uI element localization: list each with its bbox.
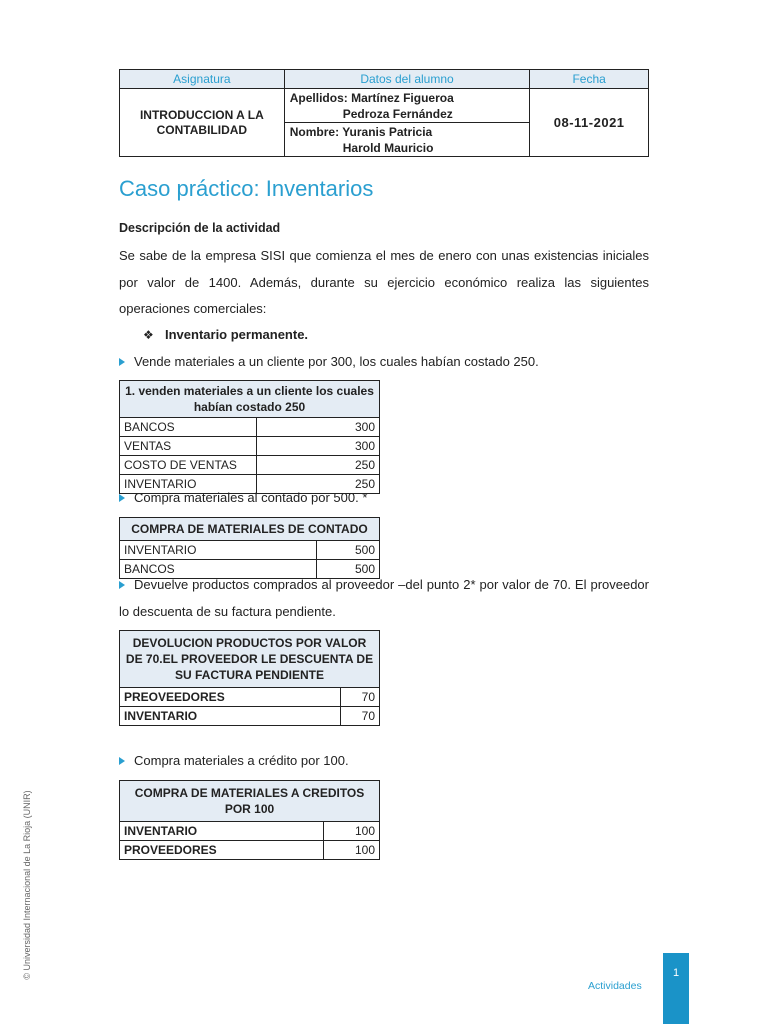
bullet-text-4: Compra materiales a crédito por 100.	[134, 753, 349, 768]
triangle-bullet-icon	[119, 581, 125, 589]
table1-caption: 1. venden materiales a un cliente los cuales habían costado 250	[120, 381, 380, 418]
triangle-bullet-icon	[119, 494, 125, 502]
diamond-bullet-icon: ❖	[143, 328, 154, 342]
account-value: 500	[317, 541, 380, 560]
asignatura-cell	[120, 89, 285, 157]
bullet-item-1	[119, 354, 539, 369]
bullet-item-4	[119, 753, 349, 768]
apellidos-cell	[284, 89, 530, 123]
bullet-item-3	[119, 571, 649, 625]
journal-table-3	[119, 630, 380, 726]
table-row	[120, 841, 380, 860]
asignatura-line1: INTRODUCCION A LA	[139, 107, 264, 122]
page-number: 1	[672, 967, 680, 979]
table-row	[120, 437, 380, 456]
description-heading: Descripción de la actividad	[119, 221, 281, 235]
nombre-cell	[284, 123, 530, 157]
header-table	[119, 69, 649, 157]
table-row	[120, 541, 380, 560]
account-name: INVENTARIO	[120, 475, 257, 494]
page-number-tab	[663, 953, 689, 1024]
copyright-side-text: © Universidad Internacional de La Rioja (UNIR)	[22, 790, 32, 980]
nombre-line2: Harold Mauricio	[342, 140, 434, 155]
account-value: 300	[256, 418, 379, 437]
account-name: BANCOS	[120, 418, 257, 437]
intro-paragraph: Se sabe de la empresa SISI que comienza el mes de enero con unas existencias iniciales por valor de 1400. Además, durante su ejercicio económico realiza las siguientes operaciones comerciales:	[119, 248, 649, 316]
journal-table-2	[119, 517, 380, 579]
account-name: COSTO DE VENTAS	[120, 456, 257, 475]
account-value: 100	[324, 822, 380, 841]
bullet-text-2: Compra materiales al contado por 500. *	[134, 490, 368, 505]
table2-caption: COMPRA DE MATERIALES DE CONTADO	[120, 518, 380, 541]
subheading-line	[143, 327, 308, 342]
apellidos-line2: Pedroza Fernández	[342, 106, 453, 121]
account-name: PREOVEEDORES	[120, 688, 341, 707]
account-name: INVENTARIO	[120, 822, 324, 841]
account-value: 100	[324, 841, 380, 860]
account-name: VENTAS	[120, 437, 257, 456]
account-name: PROVEEDORES	[120, 841, 324, 860]
bullet-text-1: Vende materiales a un cliente por 300, los cuales habían costado 250.	[134, 354, 539, 369]
subheading-text: Inventario permanente.	[165, 327, 309, 342]
asignatura-line2: CONTABILIDAD	[156, 122, 248, 137]
account-value: 70	[341, 688, 380, 707]
account-name: BANCOS	[120, 560, 317, 579]
table-row	[120, 456, 380, 475]
table-row	[120, 418, 380, 437]
bullet-item-2	[119, 490, 367, 505]
table4-caption: COMPRA DE MATERIALES A CREDITOS POR 100	[120, 781, 380, 822]
account-value: 70	[341, 707, 380, 726]
table3-caption: DEVOLUCION PRODUCTOS POR VALOR DE 70.EL PROVEEDOR LE DESCUENTA DE SU FACTURA PENDIENTE	[120, 631, 380, 688]
nombre-line1: Nombre: Yuranis Patricia	[289, 124, 433, 139]
account-value: 250	[256, 475, 379, 494]
header-col-fecha: Fecha	[530, 70, 649, 89]
apellidos-line1: Apellidos: Martínez Figueroa	[289, 90, 454, 105]
journal-table-1	[119, 380, 380, 494]
journal-table-4	[119, 780, 380, 860]
triangle-bullet-icon	[119, 358, 125, 366]
fecha-cell: 08-11-2021	[530, 89, 649, 157]
header-col-asignatura: Asignatura	[120, 70, 285, 89]
account-value: 300	[256, 437, 379, 456]
bullet-text-3: Devuelve productos comprados al proveedor –del punto 2* por valor de 70. El proveedor lo descuenta de su factura pendiente.	[119, 577, 649, 619]
account-name: INVENTARIO	[120, 707, 341, 726]
page-title: Caso práctico: Inventarios	[119, 176, 374, 201]
triangle-bullet-icon	[119, 757, 125, 765]
footer-label: Actividades	[588, 980, 642, 992]
header-col-datos: Datos del alumno	[284, 70, 530, 89]
account-value: 250	[256, 456, 379, 475]
table-row	[120, 707, 380, 726]
table-row	[120, 688, 380, 707]
account-value: 500	[317, 560, 380, 579]
account-name: INVENTARIO	[120, 541, 317, 560]
table-row	[120, 822, 380, 841]
